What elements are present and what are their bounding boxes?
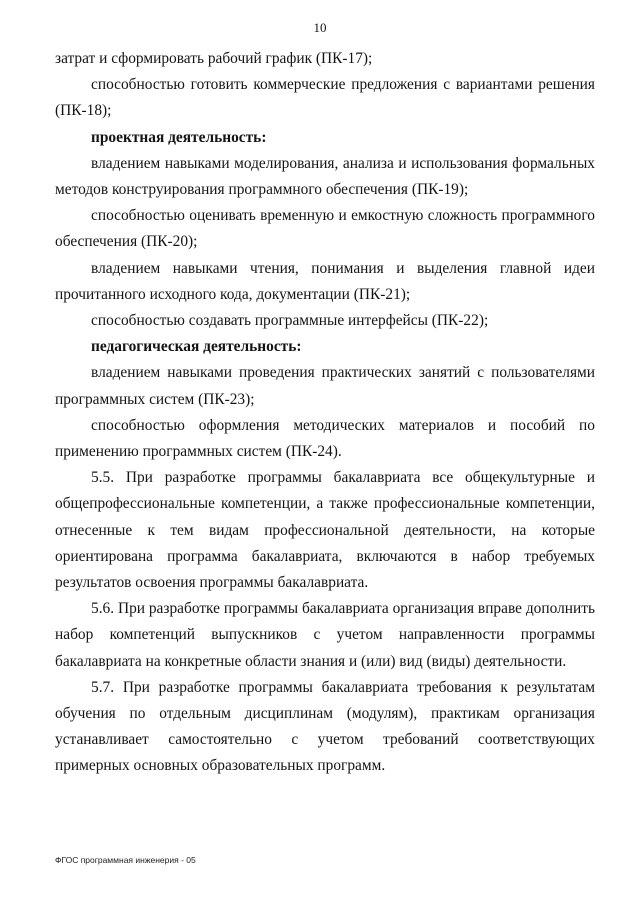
section-heading: педагогическая деятельность: xyxy=(91,338,302,356)
paragraph: 5.5. При разработке программы бакалавриата все общекультурные и общепрофессиональные компетенции, а также профессиональные компетенции, отнесенные к тем видам профессиональной деятельности, на которые ориентирована программа бакалавриата, включаются в набор требуемых результатов освоения программы бакалавриата. xyxy=(55,469,595,592)
paragraph: способностью готовить коммерческие предложения с вариантами решения (ПК-18); xyxy=(55,76,595,120)
page-number: 10 xyxy=(313,20,327,35)
paragraph: способностью создавать программные интерфейсы (ПК-22); xyxy=(91,312,489,330)
footer-text: ФГОС программная инженерия - 05 xyxy=(55,855,196,865)
paragraph: 5.6. При разработке программы бакалавриата организация вправе дополнить набор компетенций выпускников с учетом направленности программы бакалавриата на конкретные области знания и (или) вид (виды) деятельности. xyxy=(55,600,595,670)
paragraph: способностью оценивать временную и емкостную сложность программного обеспечения (ПК-20); xyxy=(55,207,595,251)
paragraph: 5.7. При разработке программы бакалавриата требования к результатам обучения по отдельным дисциплинам (модулям), практикам организация устанавливает самостоятельно с учетом требований соответствующих примерных основных образовательных программ. xyxy=(55,678,595,775)
paragraph: способностью оформления методических материалов и пособий по применению программных систем (ПК-24). xyxy=(55,416,595,461)
section-heading: проектная деятельность: xyxy=(91,128,267,146)
document-body xyxy=(55,46,595,780)
paragraph: затрат и сформировать рабочий график (ПК-17); xyxy=(55,50,373,67)
paragraph: владением навыками чтения, понимания и выделения главной идеи прочитанного исходного кода, документации (ПК-21); xyxy=(55,259,595,303)
paragraph: владением навыками проведения практических занятий с пользователями программных систем (ПК-23); xyxy=(55,364,595,408)
paragraph: владением навыками моделирования, анализа и использования формальных методов конструирования программного обеспечения (ПК-19); xyxy=(55,154,595,199)
